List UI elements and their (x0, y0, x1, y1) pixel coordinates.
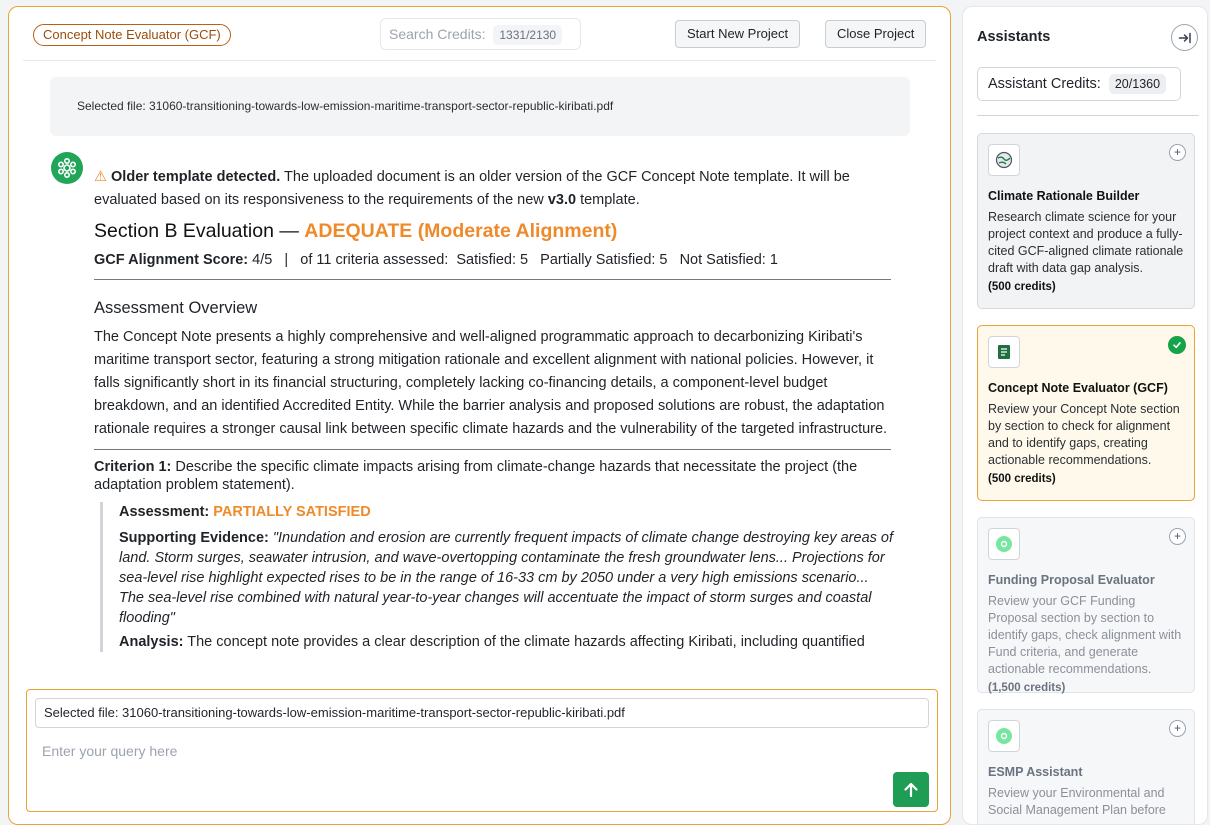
analysis-label: Analysis: (119, 634, 184, 650)
query-input[interactable]: Enter your query here (42, 743, 178, 759)
assistant-description: Review your GCF Funding Proposal section by section to identify gaps, check alignment with Fund criteria, and generate actionable recommendations. (988, 594, 1182, 676)
search-credits-value: 1331/2130 (493, 25, 562, 45)
selected-file-banner: Selected file: 31060-transitioning-towards-low-emission-maritime-transport-sector-republic-kiribati.pdf (50, 77, 910, 136)
warning-title: Older template detected. (111, 169, 281, 185)
main-panel (8, 6, 951, 825)
add-assistant-button[interactable]: + (1169, 144, 1186, 161)
overview-text: The Concept Note presents a highly comprehensive and well-aligned programmatic approach to decarbonizing Kiribati's maritime transport sector, featuring a strong mitigation rationale and excellent alignment with national policies. However, it falls significantly short in its financial structuring, completely lacking co-financing details, a component-level budget breakdown, and an identified Accredited Entity. While the barrier analysis and proposed solutions are robust, the adaptation rationale requires a stronger causal link between specific climate hazards and the vulnerability of the targeted infrastructure. (94, 326, 891, 450)
assistant-credits-value: 20/1360 (1109, 74, 1166, 94)
add-assistant-button[interactable]: + (1169, 720, 1186, 737)
assistant-name: ESMP Assistant (988, 765, 1083, 779)
analysis-text: The concept note provides a clear description of the climate hazards affecting Kiribati, including quantified (183, 634, 865, 650)
assistant-name: Climate Rationale Builder (988, 189, 1140, 203)
assistant-cost: (500 credits) (988, 473, 1056, 485)
send-button[interactable] (893, 772, 929, 807)
assistant-logo-icon (988, 720, 1020, 752)
assistant-cost: (500 credits) (988, 281, 1056, 293)
project-badge[interactable]: Concept Note Evaluator (GCF) (33, 24, 231, 46)
top-bar (23, 7, 936, 61)
document-check-icon (988, 336, 1020, 368)
alignment-score (94, 249, 891, 280)
assistant-logo-icon (988, 528, 1020, 560)
assistant-cost: (1,500 credits) (988, 682, 1066, 694)
start-new-project-button[interactable]: Start New Project (675, 20, 800, 48)
composer-selected-file[interactable]: Selected file: 31060-transitioning-towards-low-emission-maritime-transport-sector-republic-kiribati.pdf (35, 698, 929, 728)
section-rating: ADEQUATE (Moderate Alignment) (304, 220, 618, 242)
search-credits (380, 18, 581, 50)
sidebar-title: Assistants (977, 29, 1051, 45)
evidence-text: "Inundation and erosion are currently frequent impacts of climate change destroying key areas of land. Storm surges, seawater intrusion, and wave-overtopping contaminate the fresh groundwater lens... Projections for sea-level rise highlight expected rises to be in the range of 16-33 cm by 2050 under a very high emissions scenario... The sea-level rise combined with natural year-to-year changes will accentuate the impact of storm surges and coastal flooding" (119, 530, 894, 626)
template-warning (94, 166, 894, 212)
assistant-credits (977, 67, 1181, 101)
assistant-description: Research climate science for your project context and produce a fully-cited GCF-aligned climate rationale draft with data gap analysis. (988, 210, 1184, 275)
chat-area[interactable] (9, 63, 950, 683)
add-assistant-button[interactable]: + (1169, 528, 1186, 545)
criterion-text: Describe the specific climate impacts arising from climate-change hazards that necessitate the project (the adaptation problem statement). (94, 459, 858, 493)
assistant-card-concept-note-evaluator[interactable] (977, 325, 1195, 501)
template-version: v3.0 (547, 192, 577, 208)
warning-icon: ⚠ (94, 169, 107, 185)
assessment-value: PARTIALLY SATISFIED (213, 504, 371, 520)
assistant-name: Funding Proposal Evaluator (988, 573, 1155, 587)
globe-icon (988, 144, 1020, 176)
section-title: Section B Evaluation — (94, 220, 305, 242)
criterion-1 (94, 458, 894, 494)
query-composer (26, 689, 938, 812)
arrow-up-icon (902, 781, 920, 799)
score-label: GCF Alignment Score: (94, 252, 249, 268)
assistant-description: Review your Environmental and Social Management Plan before (988, 786, 1166, 817)
assistant-card-esmp-assistant[interactable] (977, 709, 1195, 825)
assistants-sidebar (962, 6, 1208, 825)
assistant-message (94, 166, 894, 652)
assistant-description: Review your Concept Note section by section to check for alignment and to identify gaps, creating actionable recommendations. (988, 402, 1180, 467)
warning-text-2: template. (576, 192, 640, 208)
score-value: 4/5 | of 11 criteria assessed: Satisfied: 5 Partially Satisfied: 5 Not Satisfied: 1 (248, 252, 778, 268)
section-evaluation-heading (94, 218, 894, 244)
assistant-avatar-icon (51, 152, 83, 184)
collapse-right-icon (1178, 31, 1192, 45)
sidebar-divider (977, 115, 1199, 116)
selected-check-icon (1168, 336, 1186, 354)
criterion-label: Criterion 1: (94, 459, 172, 475)
close-project-button[interactable]: Close Project (825, 20, 926, 48)
overview-heading: Assessment Overview (94, 299, 258, 317)
collapse-sidebar-button[interactable] (1171, 24, 1198, 51)
assistant-card-climate-rationale[interactable] (977, 133, 1195, 309)
assistant-credits-label: Assistant Credits: (988, 76, 1101, 92)
assistant-card-funding-proposal-evaluator[interactable] (977, 517, 1195, 693)
warning-text-1: The uploaded document is an older version of the GCF Concept Note template. It will be evaluated based on its responsiveness to the requirements of the new (94, 169, 850, 208)
assessment-block (100, 502, 897, 652)
search-credits-label: Search Credits: (389, 26, 486, 42)
assessment-label: Assessment: (119, 504, 210, 520)
assistant-name: Concept Note Evaluator (GCF) (988, 381, 1168, 395)
evidence-label: Supporting Evidence: (119, 530, 269, 546)
